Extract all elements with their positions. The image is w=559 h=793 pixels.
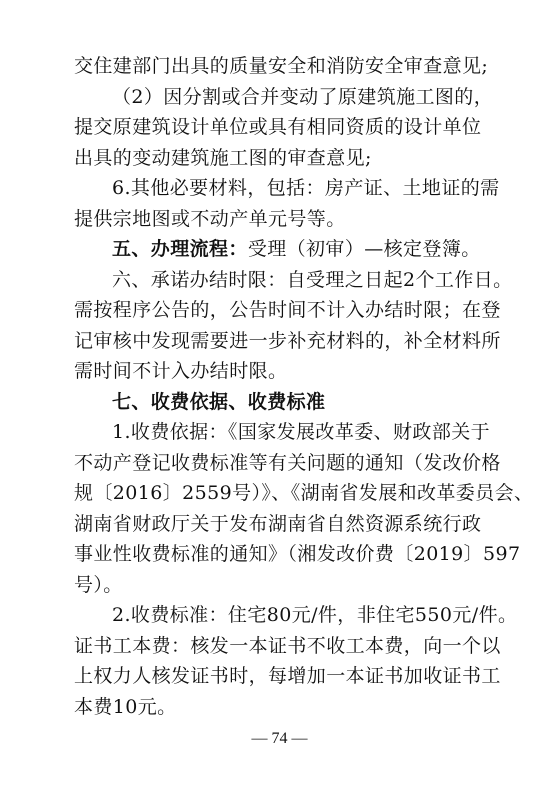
body-line: 提交原建筑设计单位或具有相同资质的设计单位 — [74, 116, 482, 138]
section-5-line — [112, 235, 494, 263]
body-line: 湖南省财政厅关于发布湖南省自然资源系统行政 — [74, 512, 482, 535]
body-line: 记审核中发现需要进一步补充材料的，补全材料所 — [74, 329, 501, 352]
section-7-heading: 七、收费依据、收费标准 — [112, 390, 326, 413]
section-6-line: 六、承诺办结时限：自受理之日起2个工作日。 — [112, 268, 513, 291]
body-line: 2.收费标准：住宅80元/件，非住宅550元/件。 — [112, 604, 518, 626]
body-line: 需时间不计入办结时限。 — [74, 360, 288, 382]
section-5-heading: 五、办理流程： — [112, 238, 248, 260]
page-number: — 74 — — [251, 730, 308, 747]
body-line: 不动产登记收费标准等有关问题的通知（发改价格 — [74, 451, 501, 474]
body-line: 证书工本费：核发一本证书不收工本费，向一个以 — [74, 634, 501, 657]
body-line: （2）因分割或合并变动了原建筑施工图的， — [112, 85, 494, 108]
body-line: 号）。 — [74, 573, 123, 596]
body-line: 交住建部门出具的质量安全和消防安全审查意见; — [74, 55, 489, 77]
body-line: 6.其他必要材料，包括：房产证、土地证的需 — [112, 177, 500, 199]
body-line: 需按程序公告的，公告时间不计入办结时限；在登 — [74, 299, 501, 321]
body-line: 本费10元。 — [74, 695, 177, 718]
body-line: 事业性收费标准的通知》（湘发改价费〔2019〕597 — [74, 543, 521, 565]
body-line: 1.收费依据：《国家发展改革委、财政部关于 — [112, 421, 491, 443]
body-line: 上权力人核发证书时，每增加一本证书加收证书工 — [74, 665, 501, 687]
body-line: 出具的变动建筑施工图的审查意见; — [74, 146, 372, 169]
section-5-text: 受理（初审）—核定登簿。 — [247, 238, 481, 260]
body-line: 规〔2016〕2559号）》、《湖南省发展和改革委员会、 — [74, 482, 534, 504]
body-line: 提供宗地图或不动产单元号等。 — [74, 207, 346, 230]
